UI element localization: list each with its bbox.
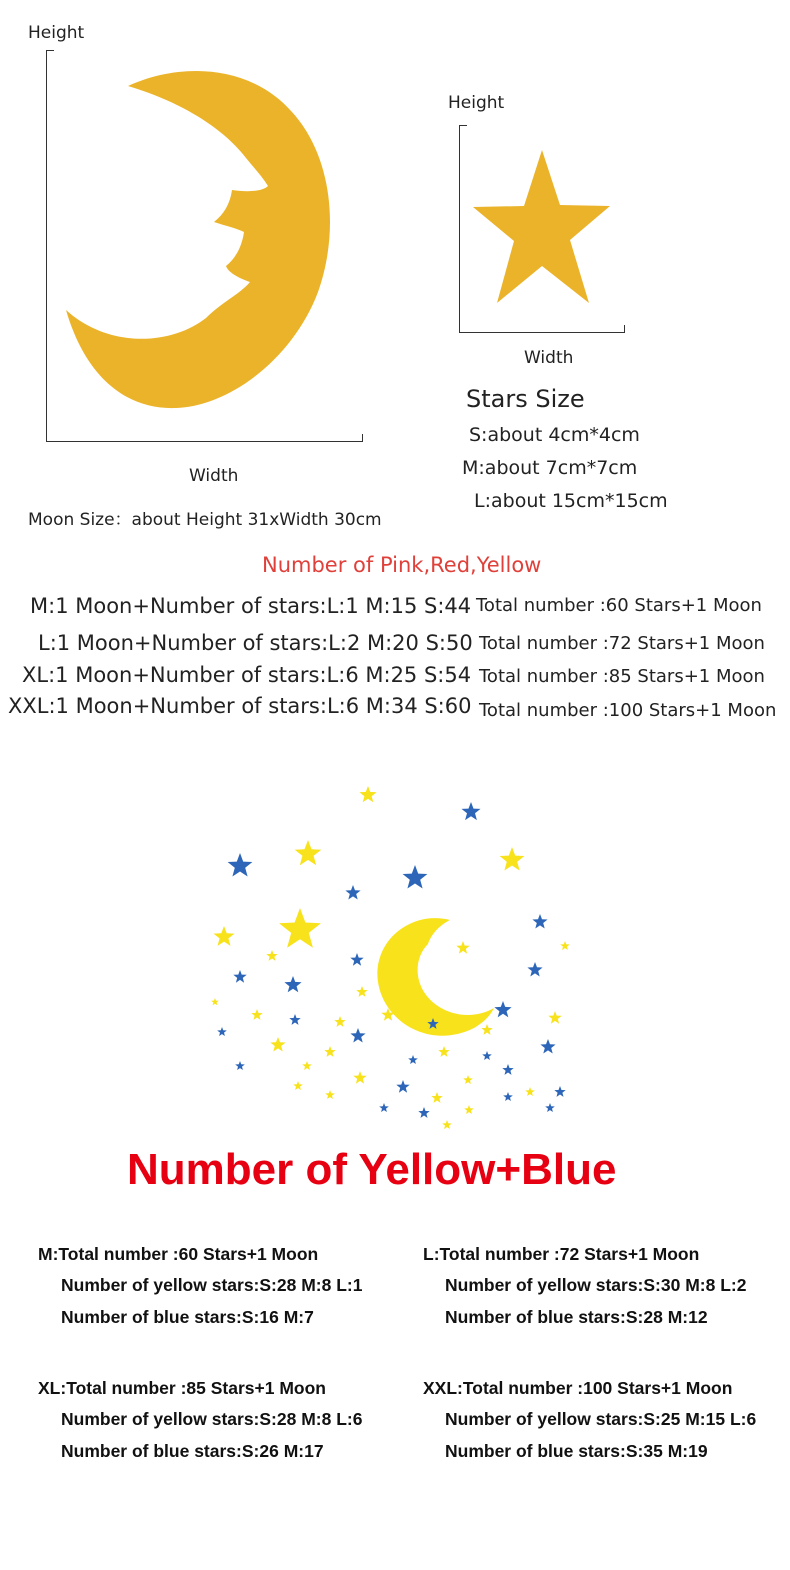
- stars-size-title: Stars Size: [466, 385, 585, 413]
- yellow-star-icon: [438, 1046, 449, 1057]
- blue-star-icon: [350, 1028, 365, 1043]
- yellow-star-icon: [251, 1009, 262, 1020]
- pry-row-m-left: M:1 Moon+Number of stars:L:1 M:15 S:44: [30, 594, 472, 618]
- pry-row-xxl-left: XXL:1 Moon+Number of stars:L:6 M:34 S:60: [8, 694, 472, 718]
- crescent-moon-icon: [377, 918, 494, 1036]
- yellow-star-icon: [270, 1037, 285, 1052]
- yb-xl-blue: Number of blue stars:S:26 M:17: [61, 1441, 324, 1461]
- pry-row-xl-right: Total number :85 Stars+1 Moon: [479, 666, 765, 687]
- blue-star-icon: [540, 1039, 555, 1054]
- pink-red-yellow-heading: Number of Pink,Red,Yellow: [262, 553, 542, 577]
- star-size-m: M:about 7cm*7cm: [462, 457, 638, 479]
- yellow-star-icon: [325, 1090, 335, 1099]
- blue-star-icon: [345, 885, 360, 900]
- yellow-star-icon: [456, 941, 469, 954]
- yellow-star-icon: [295, 840, 322, 865]
- blue-star-icon: [284, 976, 301, 992]
- yellow-star-icon: [548, 1011, 561, 1024]
- yb-xl-yellow: Number of yellow stars:S:28 M:8 L:6: [61, 1409, 363, 1429]
- yb-m-title: M:Total number :60 Stars+1 Moon: [38, 1244, 319, 1264]
- blue-star-icon: [545, 1103, 555, 1112]
- pry-row-m-right: Total number :60 Stars+1 Moon: [476, 595, 762, 616]
- moon-width-label: Width: [189, 466, 239, 486]
- yellow-star-icon: [302, 1061, 312, 1070]
- yb-xl-title: XL:Total number :85 Stars+1 Moon: [38, 1378, 326, 1398]
- blue-star-icon: [289, 1014, 300, 1025]
- yellow-star-icon: [211, 998, 219, 1005]
- yellow-star-icon: [353, 1071, 366, 1084]
- star-size-s: S:about 4cm*4cm: [469, 424, 640, 446]
- yellow-star-icon: [525, 1087, 535, 1096]
- star-icon: [0, 0, 790, 560]
- blue-star-icon: [233, 970, 246, 983]
- yb-xxl-yellow: Number of yellow stars:S:25 M:15 L:6: [445, 1409, 757, 1429]
- yellow-blue-heading: Number of Yellow+Blue: [127, 1145, 617, 1194]
- yellow-star-icon: [214, 926, 235, 946]
- yellow-star-icon: [359, 786, 376, 802]
- blue-star-icon: [527, 962, 542, 977]
- blue-star-icon: [379, 1103, 389, 1112]
- blue-star-icon: [494, 1001, 511, 1017]
- blue-star-icon: [554, 1086, 565, 1097]
- blue-star-icon: [235, 1061, 245, 1070]
- yellow-star-icon: [324, 1046, 335, 1057]
- yellow-star-icon: [356, 986, 367, 997]
- pry-row-l-right: Total number :72 Stars+1 Moon: [479, 633, 765, 654]
- yb-l-yellow: Number of yellow stars:S:30 M:8 L:2: [445, 1275, 747, 1295]
- blue-star-icon: [403, 865, 428, 889]
- yb-m-blue: Number of blue stars:S:16 M:7: [61, 1307, 314, 1327]
- blue-star-icon: [503, 1092, 513, 1101]
- yellow-star-icon: [560, 941, 570, 950]
- yb-xxl-blue: Number of blue stars:S:35 M:19: [445, 1441, 708, 1461]
- yellow-star-icon: [442, 1120, 452, 1129]
- yb-l-blue: Number of blue stars:S:28 M:12: [445, 1307, 708, 1327]
- blue-star-icon: [217, 1027, 227, 1036]
- yellow-star-icon: [293, 1081, 303, 1090]
- star-height-label: Height: [448, 93, 505, 113]
- pry-row-l-left: L:1 Moon+Number of stars:L:2 M:20 S:50: [38, 631, 473, 655]
- moon-height-label: Height: [28, 23, 85, 43]
- yellow-star-icon: [334, 1016, 345, 1027]
- yellow-star-icon: [266, 950, 277, 961]
- blue-star-icon: [502, 1064, 513, 1075]
- pry-row-xxl-right: Total number :100 Stars+1 Moon: [479, 700, 777, 721]
- blue-star-icon: [228, 853, 253, 877]
- yellow-star-icon: [481, 1024, 492, 1035]
- star-width-label: Width: [524, 348, 574, 368]
- moon-size-text: Moon Size：about Height 31xWidth 30cm: [28, 510, 382, 530]
- pry-row-xl-left: XL:1 Moon+Number of stars:L:6 M:25 S:54: [22, 663, 472, 687]
- yellow-star-icon: [431, 1092, 442, 1103]
- blue-star-icon: [462, 802, 481, 820]
- yb-m-yellow: Number of yellow stars:S:28 M:8 L:1: [61, 1275, 363, 1295]
- yellow-star-icon: [279, 908, 321, 948]
- blue-star-icon: [408, 1055, 418, 1064]
- blue-star-icon: [418, 1107, 429, 1118]
- blue-star-icon: [396, 1080, 409, 1093]
- yb-xxl-title: XXL:Total number :100 Stars+1 Moon: [423, 1378, 733, 1398]
- yellow-star-icon: [463, 1075, 473, 1084]
- yellow-star-icon: [500, 847, 525, 871]
- yellow-blue-stars-illustration: [0, 760, 790, 1140]
- blue-star-icon: [350, 953, 363, 966]
- yellow-star-icon: [464, 1105, 474, 1114]
- blue-star-icon: [482, 1051, 492, 1060]
- yb-l-title: L:Total number :72 Stars+1 Moon: [423, 1244, 700, 1264]
- blue-star-icon: [532, 914, 547, 929]
- star-size-l: L:about 15cm*15cm: [474, 490, 668, 512]
